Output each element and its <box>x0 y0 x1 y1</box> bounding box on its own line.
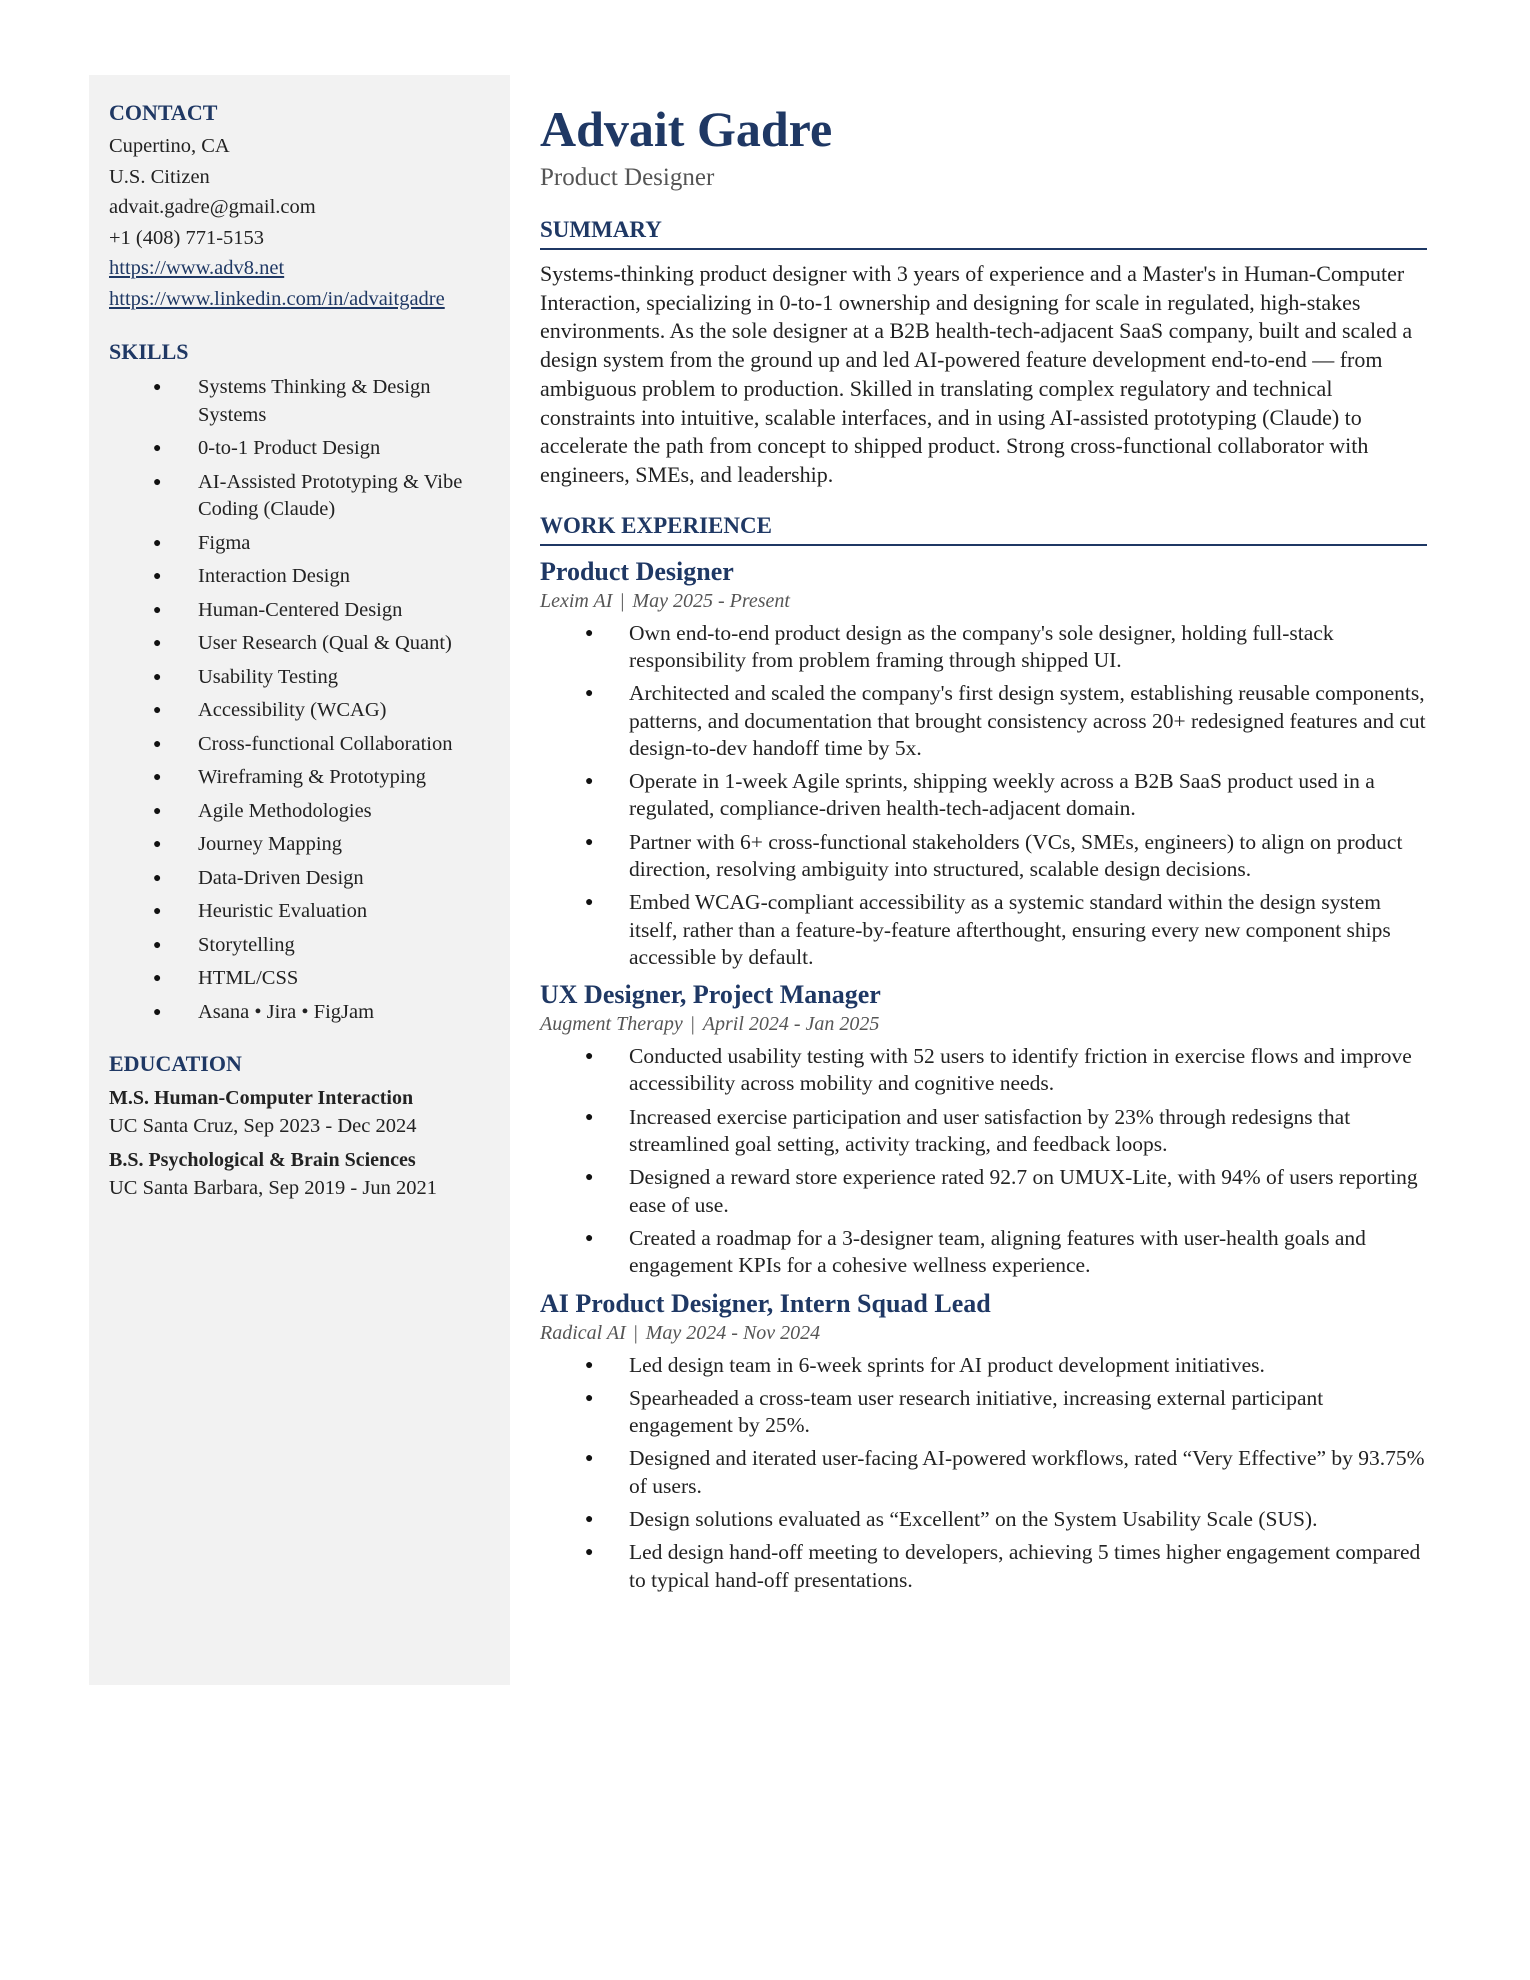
job-company: Lexim AI <box>540 589 613 612</box>
skill-item: ● Systems Thinking & Design Systems <box>109 374 490 429</box>
main-content <box>540 100 1427 1600</box>
job-bullet: ● Designed and iterated user-facing AI-powered workflows, rated “Very Effective” by 93.75% of users. <box>540 1445 1427 1500</box>
job-entry <box>540 1288 1427 1594</box>
job-title: Product Designer <box>540 556 734 586</box>
job-bullet: ● Architected and scaled the company's first design system, establishing reusable components, patterns, and documentation that brought consistency across 20+ redesigned features and cut design-to-dev handoff time by 5x. <box>540 680 1427 762</box>
contact-heading: CONTACT <box>109 100 218 125</box>
job-bullet: ● Led design team in 6-week sprints for AI product development initiatives. <box>540 1352 1427 1379</box>
skill-item: ● Cross-functional Collaboration <box>109 731 490 759</box>
education-section <box>109 1050 490 1202</box>
job-bullet: ● Partner with 6+ cross-functional stakeholders (VCs, SMEs, engineers) to align on product direction, resolving ambiguity into structured, scalable design decisions. <box>540 829 1427 884</box>
contact-citizenship: U.S. Citizen <box>109 165 210 188</box>
skill-item: ● 0-to-1 Product Design <box>109 435 490 463</box>
education-school: UC Santa Cruz, Sep 2023 - Dec 2024 <box>109 1115 417 1137</box>
job-bullet: ● Conducted usability testing with 52 users to identify friction in exercise flows and improve accessibility across mobility and cognitive needs. <box>540 1043 1427 1098</box>
skills-section <box>109 338 490 1026</box>
experience-heading: WORK EXPERIENCE <box>540 512 1427 546</box>
contact-location: Cupertino, CA <box>109 135 230 157</box>
job-bullets <box>540 1043 1427 1279</box>
skill-item: ● Interaction Design <box>109 563 490 591</box>
job-entry <box>540 979 1427 1279</box>
job-bullet: ● Operate in 1-week Agile sprints, shipping weekly across a B2B SaaS product used in a regulated, compliance-driven health-tech-adjacent domain. <box>540 768 1427 823</box>
candidate-name: Advait Gadre <box>540 101 833 157</box>
contact-email: advait.gadre@gmail.com <box>109 196 316 218</box>
skill-item: ● Journey Mapping <box>109 831 490 859</box>
job-company: Radical AI <box>540 1321 626 1344</box>
skill-item: ● Wireframing & Prototyping <box>109 764 490 792</box>
job-bullet: ● Spearheaded a cross-team user research initiative, increasing external participant engagement by 25%. <box>540 1385 1427 1440</box>
job-dates: May 2025 - Present <box>632 589 790 612</box>
job-bullet: ● Created a roadmap for a 3-designer team, aligning features with user-health goals and engagement KPIs for a cohesive wellness experience. <box>540 1225 1427 1280</box>
job-bullet: ● Embed WCAG-compliant accessibility as a systemic standard within the design system itself, rather than a feature-by-feature afterthought, ensuring every new component ships accessible by default. <box>540 889 1427 971</box>
skill-item: ● Data-Driven Design <box>109 865 490 893</box>
job-bullet: ● Led design hand-off meeting to developers, achieving 5 times higher engagement compared to typical hand-off presentations. <box>540 1539 1427 1594</box>
job-bullet: ● Increased exercise participation and user satisfaction by 23% through redesigns that streamlined goal setting, activity tracking, and feedback loops. <box>540 1104 1427 1159</box>
contact-phone: +1 (408) 771-5153 <box>109 226 265 249</box>
job-meta <box>540 1320 1427 1346</box>
job-entry <box>540 556 1427 972</box>
contact-section <box>109 99 490 314</box>
education-school: UC Santa Barbara, Sep 2019 - Jun 2021 <box>109 1177 437 1199</box>
job-bullets <box>540 1352 1427 1594</box>
job-company: Augment Therapy <box>540 1013 683 1036</box>
sidebar <box>89 75 510 1685</box>
job-dates: April 2024 - Jan 2025 <box>702 1013 880 1036</box>
skill-item: ● Agile Methodologies <box>109 798 490 826</box>
skill-item: ● AI-Assisted Prototyping & Vibe Coding (Claude) <box>109 469 490 524</box>
skill-item: ● Asana • Jira • FigJam <box>109 999 490 1027</box>
meta-separator: | <box>620 589 625 612</box>
job-meta <box>540 1011 1427 1037</box>
summary-text: Systems-thinking product designer with 3 years of experience and a Master's in Human-Computer Interaction, specializing in 0-to-1 ownership and designing for scale in regulated, high-stakes environments. As the sole designer at a B2B health-tech-adjacent SaaS company, built and scaled a design system from the ground up and led AI-powered feature development end-to-end — from ambiguous problem to production. Skilled in translating complex regulatory and technical constraints into intuitive, scalable interfaces, and in using AI-assisted prototyping (Claude) to accelerate the path from concept to shipped product. Strong cross-functional collaborator with engineers, SMEs, and leadership. <box>540 261 1413 487</box>
skill-item: ● Accessibility (WCAG) <box>109 697 490 725</box>
job-bullet: ● Designed a reward store experience rated 92.7 on UMUX-Lite, with 94% of users reporting ease of use. <box>540 1164 1427 1219</box>
skills-list <box>109 374 490 1026</box>
education-degree: M.S. Human-Computer Interaction <box>109 1087 414 1109</box>
meta-separator: | <box>633 1321 638 1344</box>
skill-item: ● HTML/CSS <box>109 965 490 993</box>
skill-item: ● Heuristic Evaluation <box>109 898 490 926</box>
skill-item: ● Storytelling <box>109 932 490 960</box>
job-title: UX Designer, Project Manager <box>540 980 881 1010</box>
summary-heading: SUMMARY <box>540 216 1427 250</box>
job-bullet: ● Own end-to-end product design as the company's sole designer, holding full-stack responsibility from problem framing through shipped UI. <box>540 620 1427 675</box>
skill-item: ● Figma <box>109 530 490 558</box>
skill-item: ● Usability Testing <box>109 664 490 692</box>
linkedin-link[interactable]: https://www.linkedin.com/in/advaitgadre <box>109 287 445 310</box>
skill-item: ● User Research (Qual & Quant) <box>109 630 490 658</box>
job-bullet: ● Design solutions evaluated as “Excellent” on the System Usability Scale (SUS). <box>540 1506 1427 1533</box>
job-bullets <box>540 620 1427 972</box>
website-link[interactable]: https://www.adv8.net <box>109 257 285 279</box>
job-title: AI Product Designer, Intern Squad Lead <box>540 1288 991 1318</box>
skills-heading: SKILLS <box>109 339 189 364</box>
candidate-role: Product Designer <box>540 164 715 191</box>
education-heading: EDUCATION <box>109 1051 242 1076</box>
education-degree: B.S. Psychological & Brain Sciences <box>109 1149 416 1171</box>
job-dates: May 2024 - Nov 2024 <box>645 1321 821 1344</box>
experience-section <box>540 512 1427 1594</box>
job-meta <box>540 588 1427 614</box>
summary-section <box>540 216 1427 490</box>
skill-item: ● Human-Centered Design <box>109 597 490 625</box>
meta-separator: | <box>690 1013 695 1036</box>
